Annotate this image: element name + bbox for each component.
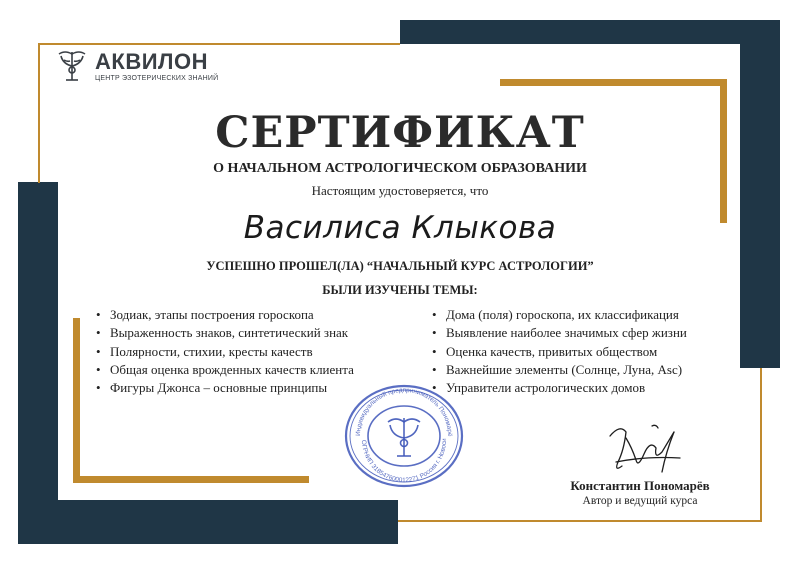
topics-list-left bbox=[96, 306, 354, 397]
signer-name: Константин Пономарёв bbox=[570, 478, 710, 493]
list-item: • Важнейшие элементы (Солнце, Луна, Asc) bbox=[432, 361, 687, 379]
course-completed: УСПЕШНО ПРОШЕЛ(ЛА) “НАЧАЛЬНЫЙ КУРС АСТРОЛОГИИ” bbox=[206, 259, 594, 273]
list-item: • Фигуры Джонса – основные принципы bbox=[96, 379, 354, 397]
signer-role: Автор и ведущий курса bbox=[582, 495, 698, 507]
list-item: • Общая оценка врожденных качеств клиента bbox=[96, 361, 354, 379]
official-stamp bbox=[340, 380, 468, 490]
certificate-intro: Настоящим удостоверяется, что bbox=[311, 183, 489, 198]
topics-heading: БЫЛИ ИЗУЧЕНЫ ТЕМЫ: bbox=[322, 283, 478, 297]
list-item: • Выявление наиболее значимых сфер жизни bbox=[432, 324, 687, 342]
logo-name: АКВИЛОН bbox=[95, 48, 208, 74]
stamp-ring-text: Индивидуальный предприниматель Пономарё bbox=[354, 386, 454, 437]
gold-bracket-top-h bbox=[500, 79, 727, 86]
gold-frame-bottom bbox=[398, 520, 762, 522]
gold-frame-top bbox=[38, 43, 400, 45]
logo-tagline: ЦЕНТР ЭЗОТЕРИЧЕСКИХ ЗНАНИЙ bbox=[95, 74, 219, 82]
gold-frame-right bbox=[760, 368, 762, 522]
certificate-title: СЕРТИФИКАТ bbox=[215, 108, 585, 158]
list-item: • Управители астрологических домов bbox=[432, 379, 687, 397]
stamp-emblem-icon bbox=[388, 418, 420, 456]
trident-emblem-icon bbox=[55, 48, 89, 84]
stamp-ring-text-bottom: ОГРНИП 318547600012271 Россия г. Новоси bbox=[359, 438, 449, 485]
handwritten-signature bbox=[596, 418, 696, 482]
svg-text:Индивидуальный предприниматель bbox=[340, 380, 453, 437]
topics-list-right bbox=[432, 306, 687, 397]
list-item: • Полярности, стихии, кресты качеств bbox=[96, 343, 354, 361]
list-item: • Оценка качеств, привитых обществом bbox=[432, 343, 687, 361]
gold-bracket-bottom-v bbox=[73, 318, 80, 483]
list-item: • Дома (поля) гороскопа, их классификация bbox=[432, 306, 687, 324]
gold-bracket-bottom-h bbox=[73, 476, 309, 483]
list-item: • Выраженность знаков, синтетический знак bbox=[96, 324, 354, 342]
recipient-name: Василиса Клыкова bbox=[243, 210, 557, 246]
list-item: • Зодиак, этапы построения гороскопа bbox=[96, 306, 354, 324]
brand-logo bbox=[55, 48, 218, 84]
certificate-subtitle: О НАЧАЛЬНОМ АСТРОЛОГИЧЕСКОМ ОБРАЗОВАНИИ bbox=[213, 161, 587, 176]
